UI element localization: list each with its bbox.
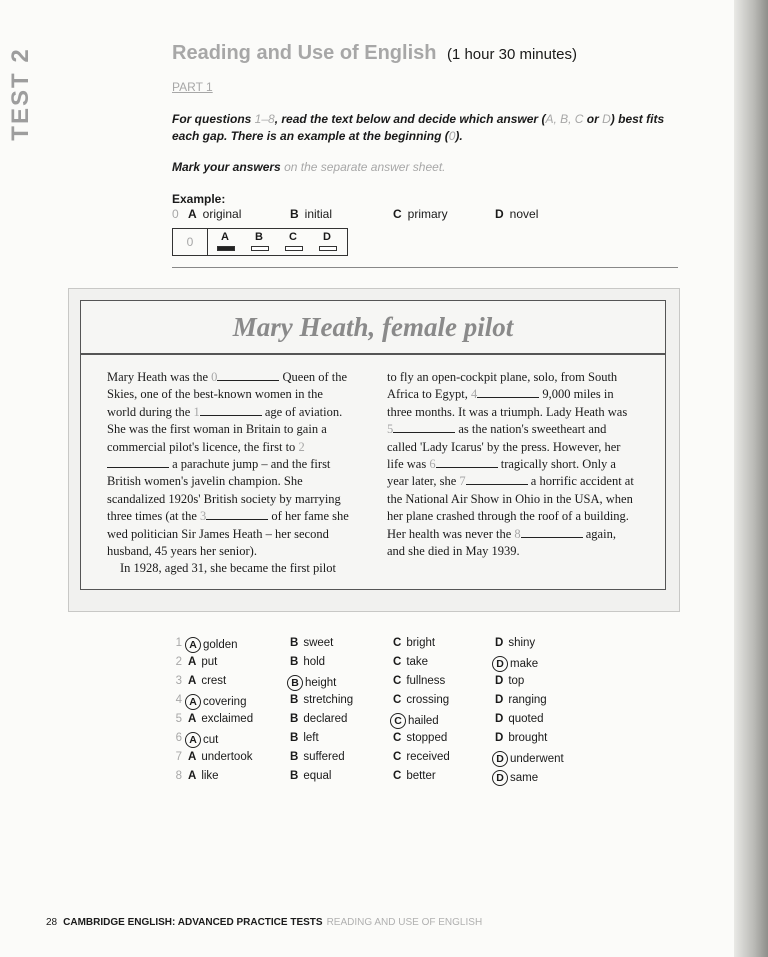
question-7-option-b: B suffered [290, 751, 345, 763]
question-4-option-b: B stretching [290, 694, 354, 706]
question-5-option-b: B declared [290, 713, 348, 725]
circled-answer: D [492, 656, 508, 672]
question-3-option-a: A crest [188, 675, 227, 687]
question-3-option-d: D top [495, 675, 525, 687]
article-title: Mary Heath, female pilot [232, 312, 514, 342]
question-6-option-d: D brought [495, 732, 548, 744]
question-6-option-c: C stopped [393, 732, 448, 744]
part-label: PART 1 [172, 80, 213, 94]
question-7-option-c: C received [393, 751, 450, 763]
question-2-option-b: B hold [290, 656, 326, 668]
question-5-option-d: D quoted [495, 713, 544, 725]
question-8-option-c: C better [393, 770, 436, 782]
instructions: For questions 1–8, read the text below and decide which answer (A, B, C or D) best fits each gap. There is an example at the beginning (0). [172, 112, 665, 143]
question-2-option-d: D make [495, 656, 538, 672]
question-7-option-a: A undertook [188, 751, 253, 763]
section-duration: (1 hour 30 minutes) [446, 46, 578, 63]
question-number: 2 [175, 656, 182, 668]
question-5-option-a: A exclaimed [188, 713, 254, 725]
example-option-b: B initial [290, 207, 333, 221]
circled-answer: D [492, 751, 508, 767]
book-title: CAMBRIDGE ENGLISH: ADVANCED PRACTICE TESTS [63, 917, 323, 928]
answer-bubble-c [285, 246, 303, 251]
mark-instruction: Mark your answers on the separate answer sheet. [172, 160, 446, 174]
question-5-option-c: C hailed [393, 713, 439, 729]
circled-answer: A [185, 694, 201, 710]
example-number: 0 [172, 207, 179, 221]
question-8-option-b: B equal [290, 770, 332, 782]
page-header [172, 42, 577, 65]
divider [172, 267, 678, 268]
article-title-box [80, 300, 666, 354]
question-7-option-d: D underwent [495, 751, 564, 767]
question-1-option-d: D shiny [495, 637, 536, 649]
question-number: 7 [175, 751, 182, 763]
page-footer [46, 917, 482, 928]
question-6-option-b: B left [290, 732, 319, 744]
page-number: 28 [46, 917, 58, 928]
question-3-option-c: C fullness [393, 675, 446, 687]
circled-answer: C [390, 713, 406, 729]
question-number: 3 [175, 675, 182, 687]
example-answer-sheet: 0 A B C D [172, 228, 348, 256]
question-2-option-a: A put [188, 656, 218, 668]
question-4-option-c: C crossing [393, 694, 450, 706]
answer-bubble-b [251, 246, 269, 251]
circled-answer: B [287, 675, 303, 691]
example-label: Example: [172, 192, 226, 206]
question-4-option-d: D ranging [495, 694, 547, 706]
section-title: Reading and Use of English [172, 42, 437, 64]
article-body [80, 354, 666, 590]
question-number: 6 [175, 732, 182, 744]
article-column-left: Mary Heath was the 0 Queen of the Skies, one of the best-known women in the world during the 1 age of aviation. She was the first woman in Britain to gain a commercial pilot's licence, the first to 2 a parachute jump – and the first British women's javelin champion. She scandalized 1920s' British society by marrying three times (at the 3 of her fame she wed politician Sir James Heath – her second husband, 45 years her senior). In 1928, aged 31, she became the first pilot [107, 370, 349, 576]
question-number: 4 [175, 694, 182, 706]
example-option-a: A original [188, 207, 242, 221]
question-2-option-c: C take [393, 656, 429, 668]
answer-bubble-a [217, 246, 235, 251]
answer-bubble-d [319, 246, 337, 251]
side-tab: TEST 2 [7, 47, 34, 141]
question-number: 8 [175, 770, 182, 782]
example-option-c: C primary [393, 207, 448, 221]
question-1-option-b: B sweet [290, 637, 334, 649]
circled-answer: A [185, 732, 201, 748]
question-6-option-a: A cut [188, 732, 218, 748]
question-1-option-a: A golden [188, 637, 238, 653]
page-edge-shadow [734, 0, 768, 957]
footer-section: READING AND USE OF ENGLISH [326, 917, 483, 928]
question-3-option-b: B height [290, 675, 336, 691]
article-column-right: to fly an open-cockpit plane, solo, from South Africa to Egypt, 4 9,000 miles in three months. It was a triumph. Lady Heath was 5 as the nation's sweetheart and called 'Lady Icarus' by the press. However, her life was 6 tragically short. Only a year later, she 7 a horrific accident at the National Air Show in Ohio in the USA, when her plane crashed through the roof of a building. Her health was never the 8 again, and she died in May 1939. [387, 370, 634, 559]
question-4-option-a: A covering [188, 694, 246, 710]
question-number: 5 [175, 713, 182, 725]
example-option-d: D novel [495, 207, 539, 221]
circled-answer: A [185, 637, 201, 653]
circled-answer: D [492, 770, 508, 786]
question-number: 1 [175, 637, 182, 649]
question-1-option-c: C bright [393, 637, 436, 649]
question-8-option-a: A like [188, 770, 219, 782]
question-8-option-d: D same [495, 770, 538, 786]
